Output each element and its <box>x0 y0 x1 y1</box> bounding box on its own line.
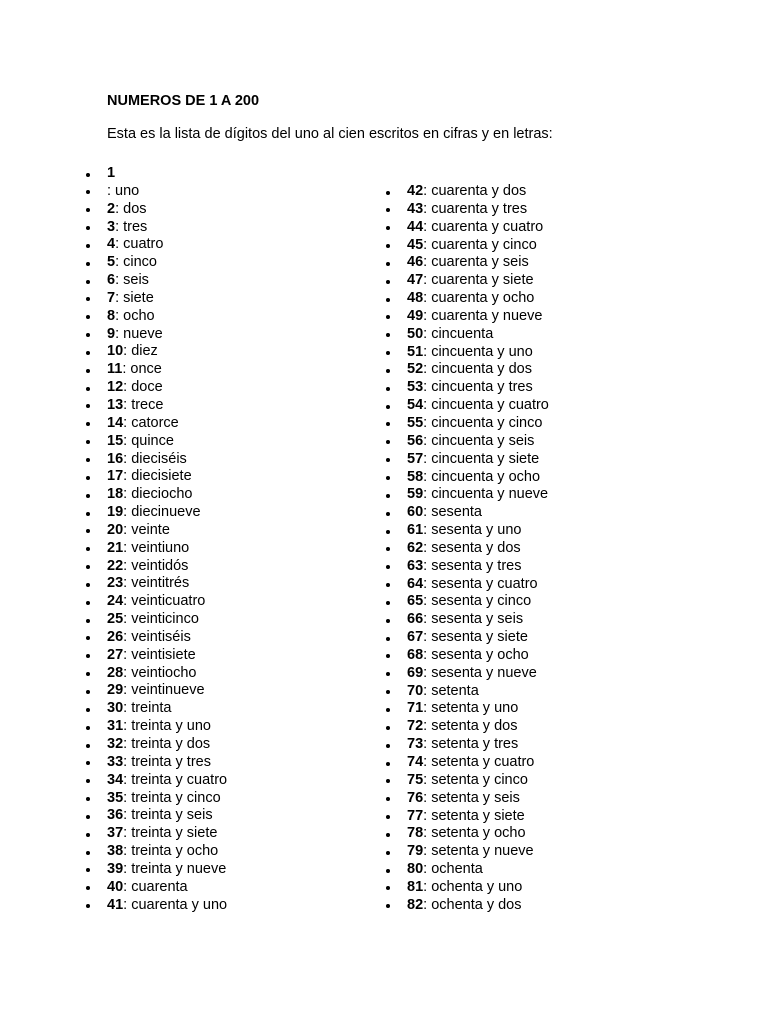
list-item <box>107 861 227 879</box>
number-digits: 13 <box>107 396 124 413</box>
number-digits: 72 <box>407 718 424 735</box>
number-words: : quince <box>123 432 174 449</box>
number-digits: 57 <box>407 450 424 467</box>
number-digits: 82 <box>407 896 424 913</box>
number-words: : dieciséis <box>123 450 187 467</box>
list-item <box>107 183 227 201</box>
number-digits: 36 <box>107 807 124 824</box>
number-words: : trece <box>123 396 164 413</box>
number-words: : setenta y dos <box>423 718 518 735</box>
number-words: : sesenta y tres <box>423 557 522 574</box>
number-words: : cuarenta <box>123 878 188 895</box>
number-digits: 11 <box>107 361 123 378</box>
list-item <box>107 397 227 415</box>
number-words: : diez <box>123 343 158 360</box>
list-item <box>407 237 549 255</box>
number-words: : cincuenta y nueve <box>423 486 549 503</box>
number-digits: 45 <box>407 236 424 253</box>
list-item <box>107 433 227 451</box>
list-item <box>107 754 227 772</box>
number-words: : veintiséis <box>123 628 191 645</box>
number-digits: 66 <box>407 611 424 628</box>
number-list-left-column <box>107 165 227 914</box>
number-digits: 17 <box>107 468 124 485</box>
number-words: : veintisiete <box>123 646 196 663</box>
number-digits: 7 <box>107 289 116 306</box>
number-words: : veinticinco <box>123 611 199 628</box>
number-words: : setenta y cinco <box>423 771 528 788</box>
number-digits: 64 <box>407 575 424 592</box>
list-item <box>407 861 549 879</box>
number-words: : cuatro <box>115 236 164 253</box>
number-words: : siete <box>115 289 154 306</box>
list-item <box>407 736 549 754</box>
number-digits: 1 <box>107 165 116 181</box>
number-words: : sesenta y cinco <box>423 593 532 610</box>
intro-paragraph: Esta es la lista de dígitos del uno al cien escritos en cifras y en letras: <box>107 126 553 142</box>
number-digits: 16 <box>107 450 124 467</box>
list-item <box>107 682 227 700</box>
list-item <box>407 308 549 326</box>
number-digits: 48 <box>407 290 424 307</box>
number-digits: 37 <box>107 825 124 842</box>
list-item <box>107 165 227 183</box>
number-digits: 75 <box>407 771 424 788</box>
number-digits: 27 <box>107 646 124 663</box>
number-words: : cuarenta y seis <box>423 254 529 271</box>
number-words: : cuarenta y ocho <box>423 290 535 307</box>
list-item <box>407 469 549 487</box>
number-digits: 32 <box>107 736 124 752</box>
number-digits: 54 <box>407 397 424 414</box>
list-item <box>407 361 549 379</box>
number-words: : cincuenta y ocho <box>423 468 541 485</box>
number-digits: 58 <box>407 468 424 485</box>
number-words: : dieciocho <box>123 486 193 503</box>
number-words: : setenta y siete <box>423 807 525 824</box>
number-digits: 51 <box>407 343 424 360</box>
number-digits: 65 <box>407 593 424 610</box>
number-digits: 68 <box>407 646 424 663</box>
list-item <box>107 790 227 808</box>
number-words: : sesenta y nueve <box>423 664 537 681</box>
list-item <box>107 629 227 647</box>
list-item <box>407 772 549 790</box>
list-item <box>107 575 227 593</box>
number-digits: 35 <box>107 789 124 806</box>
number-digits: 39 <box>107 860 124 877</box>
number-digits: 26 <box>107 628 124 645</box>
list-item <box>107 326 227 344</box>
number-digits: 34 <box>107 771 124 788</box>
list-item <box>107 879 227 897</box>
list-item <box>107 718 227 736</box>
list-item <box>407 718 549 736</box>
list-item <box>407 451 549 469</box>
number-words: : ochenta <box>423 861 483 878</box>
list-item <box>407 700 549 718</box>
number-digits: 8 <box>107 307 116 324</box>
number-words: : treinta y cuatro <box>123 771 228 788</box>
list-item <box>407 433 549 451</box>
list-item <box>107 468 227 486</box>
number-words: : sesenta y cuatro <box>423 575 538 592</box>
list-item <box>107 379 227 397</box>
number-words: : catorce <box>123 414 179 431</box>
number-digits: 40 <box>107 878 124 895</box>
number-words: : cuarenta y cinco <box>423 236 537 253</box>
list-item <box>107 647 227 665</box>
list-item <box>407 576 549 594</box>
list-item <box>407 683 549 701</box>
list-item <box>407 879 549 897</box>
number-digits: 21 <box>107 539 124 556</box>
number-words: : seis <box>115 272 149 289</box>
list-item <box>107 700 227 718</box>
number-words: : cuarenta y tres <box>423 200 528 217</box>
number-words: : sesenta y dos <box>423 539 521 556</box>
number-digits: 4 <box>107 236 116 253</box>
number-words: : cuarenta y siete <box>423 272 534 289</box>
number-digits: 31 <box>107 718 124 735</box>
number-words: : setenta y seis <box>423 789 520 806</box>
list-item <box>107 361 227 379</box>
list-item <box>107 272 227 290</box>
number-words: : sesenta y uno <box>423 522 522 539</box>
number-words: : nueve <box>115 325 163 342</box>
number-digits: 69 <box>407 664 424 681</box>
number-digits: 59 <box>407 486 424 503</box>
number-digits: 30 <box>107 700 124 717</box>
list-item <box>107 593 227 611</box>
list-item <box>407 415 549 433</box>
list-item <box>107 611 227 629</box>
number-digits: 55 <box>407 414 424 431</box>
list-item <box>107 540 227 558</box>
number-digits: 19 <box>107 504 124 521</box>
list-item <box>107 843 227 861</box>
number-words: : cincuenta y dos <box>423 361 532 378</box>
number-words: : veinticuatro <box>123 593 206 610</box>
number-digits: 79 <box>407 843 424 860</box>
number-digits: 23 <box>107 575 124 592</box>
number-words: : treinta y nueve <box>123 860 227 877</box>
number-words: : setenta y uno <box>423 700 519 717</box>
number-words: : setenta <box>423 682 479 699</box>
number-words: : cuarenta y cuatro <box>423 218 544 235</box>
number-digits: 61 <box>407 522 424 539</box>
number-words: : cincuenta <box>423 325 494 342</box>
number-digits: 49 <box>407 307 424 324</box>
list-item <box>407 593 549 611</box>
number-digits: 24 <box>107 593 124 610</box>
number-digits: 52 <box>407 361 424 378</box>
list-item <box>107 254 227 272</box>
number-digits: 41 <box>107 896 124 913</box>
list-item <box>107 290 227 308</box>
number-words: : treinta y uno <box>123 718 211 735</box>
number-digits: 28 <box>107 664 124 681</box>
number-words: : cuarenta y uno <box>123 896 228 913</box>
number-words: : sesenta y seis <box>423 611 524 628</box>
number-digits: 12 <box>107 379 124 396</box>
list-item <box>407 183 549 201</box>
number-digits: 38 <box>107 843 124 860</box>
list-item <box>407 754 549 772</box>
number-words: : setenta y nueve <box>423 843 534 860</box>
number-digits: 33 <box>107 753 124 770</box>
number-words: : cincuenta y uno <box>423 343 533 360</box>
number-words: : treinta y ocho <box>123 843 219 860</box>
number-digits: 78 <box>407 825 424 842</box>
number-words: : cuarenta y dos <box>423 183 527 199</box>
number-words: : cincuenta y tres <box>423 379 533 396</box>
number-digits: 60 <box>407 504 424 521</box>
list-item <box>407 522 549 540</box>
list-item <box>407 825 549 843</box>
list-item <box>407 397 549 415</box>
list-item <box>107 665 227 683</box>
list-item <box>407 201 549 219</box>
list-item <box>107 772 227 790</box>
list-item <box>107 308 227 326</box>
number-words: : setenta y tres <box>423 736 519 753</box>
number-digits: 74 <box>407 754 424 770</box>
list-item <box>107 343 227 361</box>
number-words: : treinta y cinco <box>123 789 221 806</box>
number-digits: 14 <box>107 414 124 431</box>
number-words: : cincuenta y siete <box>423 450 540 467</box>
number-digits: 29 <box>107 682 124 699</box>
number-digits: 63 <box>407 557 424 574</box>
number-digits: 47 <box>407 272 424 289</box>
number-digits: 81 <box>407 878 424 895</box>
number-digits: 10 <box>107 343 124 360</box>
number-digits: 43 <box>407 200 424 217</box>
number-words: : veintiocho <box>123 664 197 681</box>
list-item <box>107 807 227 825</box>
number-words: : tres <box>115 218 148 235</box>
number-digits: 50 <box>407 325 424 342</box>
number-words: : cincuenta y cinco <box>423 414 543 431</box>
list-item <box>107 201 227 219</box>
list-item <box>107 236 227 254</box>
list-item <box>407 254 549 272</box>
number-digits: 25 <box>107 611 124 628</box>
list-item <box>407 647 549 665</box>
number-digits: 5 <box>107 254 116 271</box>
page-title: NUMEROS DE 1 A 200 <box>107 93 260 109</box>
number-words: : veintiuno <box>123 539 190 556</box>
number-words: : setenta y ocho <box>423 825 526 842</box>
number-digits: 73 <box>407 736 424 753</box>
number-digits: 46 <box>407 254 424 271</box>
number-digits: 42 <box>407 183 424 199</box>
number-words: : treinta y siete <box>123 825 218 842</box>
number-words: : cinco <box>115 254 157 271</box>
list-item <box>407 486 549 504</box>
number-digits: 53 <box>407 379 424 396</box>
number-words: : once <box>122 361 162 378</box>
number-words: : diecisiete <box>123 468 192 485</box>
list-item <box>107 451 227 469</box>
number-digits: 3 <box>107 218 116 235</box>
number-words: : veintitrés <box>123 575 190 592</box>
list-item <box>407 290 549 308</box>
number-words: : veintidós <box>123 557 189 574</box>
list-item <box>407 326 549 344</box>
number-digits: 20 <box>107 521 124 538</box>
list-item <box>107 219 227 237</box>
list-item <box>107 897 227 915</box>
number-words: : treinta y dos <box>123 736 211 752</box>
number-words: : ochenta y uno <box>423 878 523 895</box>
number-digits: 2 <box>107 200 116 217</box>
number-digits: 22 <box>107 557 124 574</box>
number-digits: 18 <box>107 486 124 503</box>
number-digits: 70 <box>407 682 424 699</box>
list-item <box>407 611 549 629</box>
list-item <box>407 629 549 647</box>
number-list-right-column <box>407 183 549 915</box>
list-item <box>407 272 549 290</box>
number-words: : cincuenta y seis <box>423 432 535 449</box>
number-digits: 62 <box>407 539 424 556</box>
number-words: : cuarenta y nueve <box>423 307 543 324</box>
number-words: : veinte <box>123 521 170 538</box>
number-words: : doce <box>123 379 163 396</box>
list-item <box>107 415 227 433</box>
number-words: : treinta <box>123 700 172 717</box>
number-digits: 67 <box>407 629 424 646</box>
number-words: : cincuenta y cuatro <box>423 397 549 414</box>
list-item <box>407 540 549 558</box>
number-digits: 6 <box>107 272 116 289</box>
list-item <box>107 486 227 504</box>
list-item <box>407 344 549 362</box>
number-digits: 56 <box>407 432 424 449</box>
number-words: : ochenta y dos <box>423 896 522 913</box>
list-item <box>407 843 549 861</box>
number-words: : dos <box>115 200 147 217</box>
list-item <box>407 219 549 237</box>
list-item <box>107 736 227 754</box>
number-digits: 44 <box>407 218 424 235</box>
list-item <box>407 897 549 915</box>
number-words: : sesenta <box>423 504 482 521</box>
list-item <box>407 665 549 683</box>
number-digits: 76 <box>407 789 424 806</box>
number-words: : treinta y tres <box>123 753 211 770</box>
number-digits: 77 <box>407 807 424 824</box>
list-item <box>107 558 227 576</box>
list-item <box>107 504 227 522</box>
number-words: : setenta y cuatro <box>423 754 535 770</box>
list-item <box>407 558 549 576</box>
list-item <box>407 808 549 826</box>
number-digits: 80 <box>407 861 424 878</box>
number-digits: 15 <box>107 432 124 449</box>
list-item <box>407 379 549 397</box>
number-words: : treinta y seis <box>123 807 213 824</box>
number-digits: 71 <box>407 700 424 717</box>
number-words: : veintinueve <box>123 682 205 699</box>
list-item <box>407 504 549 522</box>
list-item <box>407 790 549 808</box>
list-item <box>107 825 227 843</box>
number-words: : diecinueve <box>123 504 201 521</box>
number-words: : ocho <box>115 307 155 324</box>
list-item <box>107 522 227 540</box>
number-words: : uno <box>107 182 140 199</box>
number-words: : sesenta y siete <box>423 629 528 646</box>
number-digits: 9 <box>107 325 116 342</box>
number-words: : sesenta y ocho <box>423 646 529 663</box>
